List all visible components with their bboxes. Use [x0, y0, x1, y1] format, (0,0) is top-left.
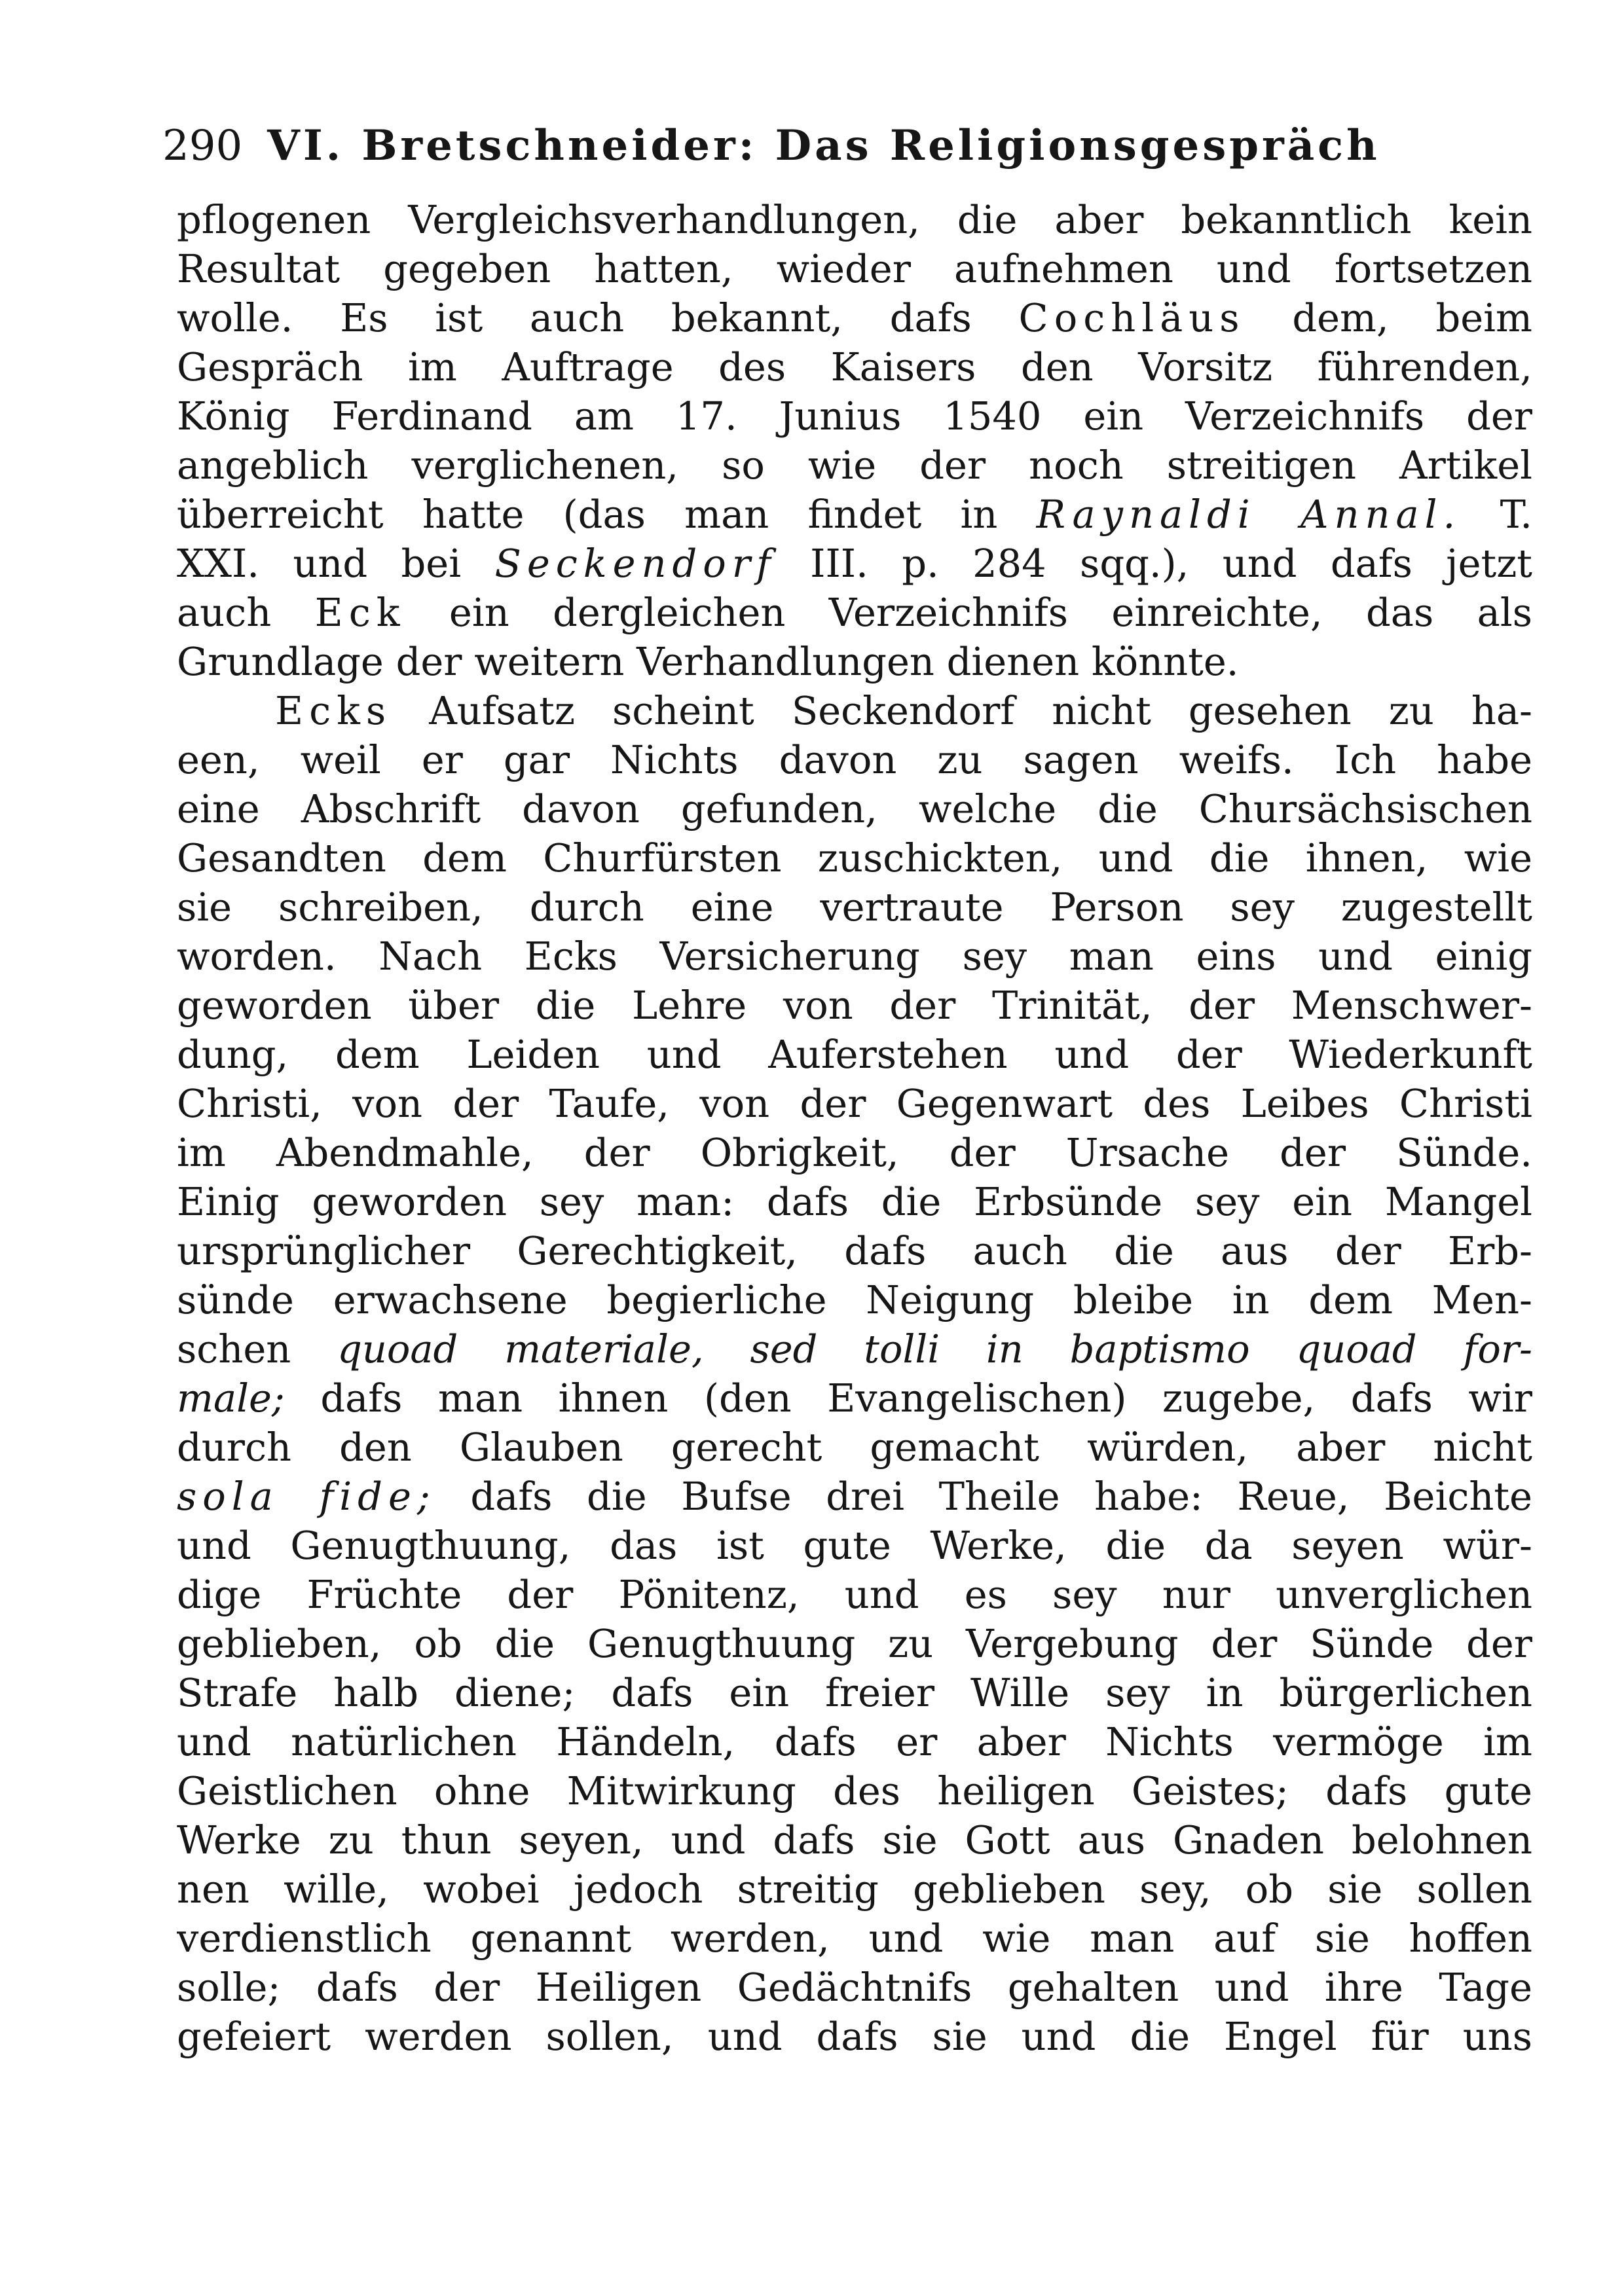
text-line: worden. Nach Ecks Versicherung sey man eins und einig — [177, 934, 1532, 979]
running-head — [162, 110, 1472, 182]
text-line: sünde erwachsene begierliche Neigung bleibe in dem Men- — [177, 1277, 1532, 1322]
latin-phrase: male; — [177, 1376, 285, 1421]
text-line: XXI. und bei Seckendorf III. p. 284 sqq.), und dafs jetzt — [177, 541, 1532, 586]
text-line: angeblich verglichenen, so wie der noch streitigen Artikel — [177, 443, 1532, 488]
text-line: solle; dafs der Heiligen Gedächtnifs gehalten und ihre Tage — [177, 1965, 1532, 2010]
running-title: VI. Bretschneider: Das Religionsgespräch — [267, 121, 1380, 170]
page-number: 290 — [162, 122, 243, 170]
text-line: Christi, von der Taufe, von der Gegenwart des Leibes Christi — [177, 1081, 1532, 1126]
text-line: im Abendmahle, der Obrigkeit, der Ursache der Sünde. — [177, 1130, 1532, 1175]
text-line: verdienstlich genannt werden, und wie man auf sie hoffen — [177, 1916, 1532, 1961]
text-line: nen wille, wobei jedoch streitig geblieben sey, ob sie sollen — [177, 1867, 1532, 1912]
text-line: pflogenen Vergleichsverhandlungen, die aber bekanntlich kein — [177, 197, 1532, 242]
text-line: geblieben, ob die Genugthuung zu Vergebung der Sünde der — [177, 1621, 1532, 1666]
text-line: schen quoad materiale, sed tolli in baptismo quoad for- — [177, 1326, 1532, 1372]
text-line: Geistlichen ohne Mitwirkung des heiligen Geistes; dafs gute — [177, 1768, 1532, 1813]
latin-phrase: sola fide; — [177, 1474, 436, 1519]
text-line: ursprünglicher Gerechtigkeit, dafs auch die aus der Erb- — [177, 1228, 1532, 1273]
text-line: Strafe halb diene; dafs ein freier Wille sey in bürgerlichen — [177, 1670, 1532, 1715]
text-line: Einig geworden sey man: dafs die Erbsünde sey ein Mangel — [177, 1179, 1532, 1224]
text-line: und Genugthuung, das ist gute Werke, die da seyen wür- — [177, 1523, 1532, 1568]
body-text — [177, 195, 1532, 2061]
text-line: und natürlichen Händeln, dafs er aber Nichts vermöge im — [177, 1719, 1532, 1764]
text-line: een, weil er gar Nichts davon zu sagen weifs. Ich habe — [177, 737, 1532, 782]
text-line: sie schreiben, durch eine vertraute Person sey zugestellt — [177, 884, 1532, 930]
spaced-name-ecks: Ecks — [275, 688, 392, 733]
text-line: König Ferdinand am 17. Junius 1540 ein Verzeichnifs der — [177, 393, 1532, 439]
text-line: überreicht hatte (das man findet in Raynaldi Annal. T. — [177, 492, 1532, 537]
text-line: Grundlage der weitern Verhandlungen dienen könnte. — [177, 639, 1239, 684]
citation-seckendorf: Seckendorf — [494, 541, 777, 586]
text-line: Werke zu thun seyen, und dafs sie Gott aus Gnaden belohnen — [177, 1817, 1532, 1863]
spaced-name-cochlaeus: Cochläus — [1018, 295, 1246, 340]
spaced-name-eck: Eck — [314, 590, 406, 635]
text-line: Ecks Aufsatz scheint Seckendorf nicht gesehen zu ha- — [275, 688, 1532, 733]
text-line: auch Eck ein dergleichen Verzeichnifs einreichte, das als — [177, 590, 1532, 635]
text-line: dige Früchte der Pönitenz, und es sey nur unverglichen — [177, 1572, 1532, 1617]
text-line: Resultat gegeben hatten, wieder aufnehmen und fortsetzen — [177, 246, 1532, 291]
text-line: eine Abschrift davon gefunden, welche die Chursächsischen — [177, 786, 1532, 831]
text-line: sola fide; dafs die Bufse drei Theile habe: Reue, Beichte — [177, 1474, 1532, 1519]
text-line: geworden über die Lehre von der Trinität, der Menschwer- — [177, 983, 1532, 1028]
citation-raynaldi: Raynaldi Annal. — [1036, 492, 1462, 537]
text-line: Gespräch im Auftrage des Kaisers den Vorsitz führenden, — [177, 344, 1532, 390]
latin-phrase: quoad materiale, sed tolli in baptismo quoad for- — [337, 1326, 1532, 1372]
text-line: Gesandten dem Churfürsten zuschickten, und die ihnen, wie — [177, 835, 1532, 881]
text-line: dung, dem Leiden und Auferstehen und der Wiederkunft — [177, 1032, 1532, 1077]
text-line: wolle. Es ist auch bekannt, dafs Cochläus dem, beim — [177, 295, 1532, 340]
text-line: durch den Glauben gerecht gemacht würden, aber nicht — [177, 1425, 1532, 1470]
text-line: gefeiert werden sollen, und dafs sie und die Engel für uns — [177, 2014, 1532, 2059]
text-line: male; dafs man ihnen (den Evangelischen) zugebe, dafs wir — [177, 1376, 1532, 1421]
